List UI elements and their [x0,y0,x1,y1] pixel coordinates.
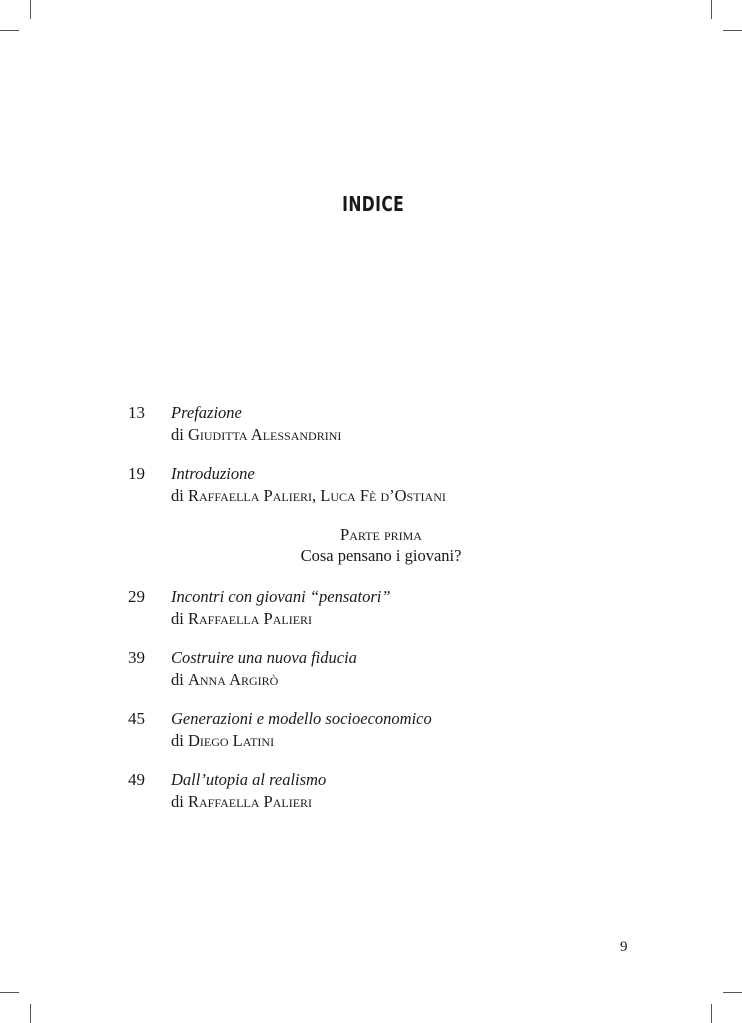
toc-author: Giuditta Alessandrini [187,425,342,444]
toc-author: Raffaella Palieri [187,609,313,628]
part-title: Cosa pensano i giovani? [300,546,462,565]
toc-author: Anna Argirò [187,670,279,689]
toc-entry-title: Introduzione [171,464,255,483]
toc-entry-author-line [171,609,312,629]
toc-entry-author-line [171,670,278,690]
crop-mark-top-left-vertical [30,0,31,19]
toc-author-prefix: di [171,792,184,811]
crop-mark-bottom-right-vertical [711,1004,712,1023]
toc-page-number: 45 [128,709,145,728]
toc-entry-title: Generazioni e modello socioeconomico [171,709,432,728]
toc-entry[interactable] [0,464,742,514]
crop-mark-bottom-right-horizontal [723,992,742,993]
toc-entry-author-line [171,731,274,751]
toc-page-number: 13 [128,403,145,422]
toc-entry-title: Prefazione [171,403,242,422]
toc-page-number: 29 [128,587,145,606]
toc-entry-author-line [171,792,312,812]
toc-author-prefix: di [171,731,184,750]
toc-author-prefix: di [171,609,184,628]
toc-entry-title: Dall’utopia al realismo [171,770,327,789]
toc-page-number: 49 [128,770,145,789]
crop-mark-top-right-vertical [711,0,712,19]
toc-author-prefix: di [171,670,184,689]
toc-entry[interactable] [0,587,742,637]
toc-author: Diego Latini [187,731,275,750]
page-title: INDICE [342,192,405,216]
part-label: Parte prima [340,525,422,544]
page-number: 9 [620,939,628,955]
toc-entry-author-line [171,425,341,445]
toc-author: Raffaella Palieri [187,792,313,811]
crop-mark-bottom-left-vertical [30,1004,31,1023]
crop-mark-bottom-left-horizontal [0,992,19,993]
toc-entry[interactable] [0,709,742,759]
toc-entry[interactable] [0,648,742,698]
toc-author-prefix: di [171,486,184,505]
toc-page-number: 19 [128,464,145,483]
toc-author-prefix: di [171,425,184,444]
toc-author: Raffaella Palieri, Luca Fè d’Ostiani [187,486,446,505]
toc-entry[interactable] [0,770,742,820]
toc-entry-title: Costruire una nuova fiducia [171,648,357,667]
toc-entry-title: Incontri con giovani “pensatori” [171,587,391,606]
toc-entry-author-line [171,486,446,506]
crop-mark-top-right-horizontal [723,30,742,31]
toc-page-number: 39 [128,648,145,667]
toc-entry[interactable] [0,403,742,453]
crop-mark-top-left-horizontal [0,30,19,31]
